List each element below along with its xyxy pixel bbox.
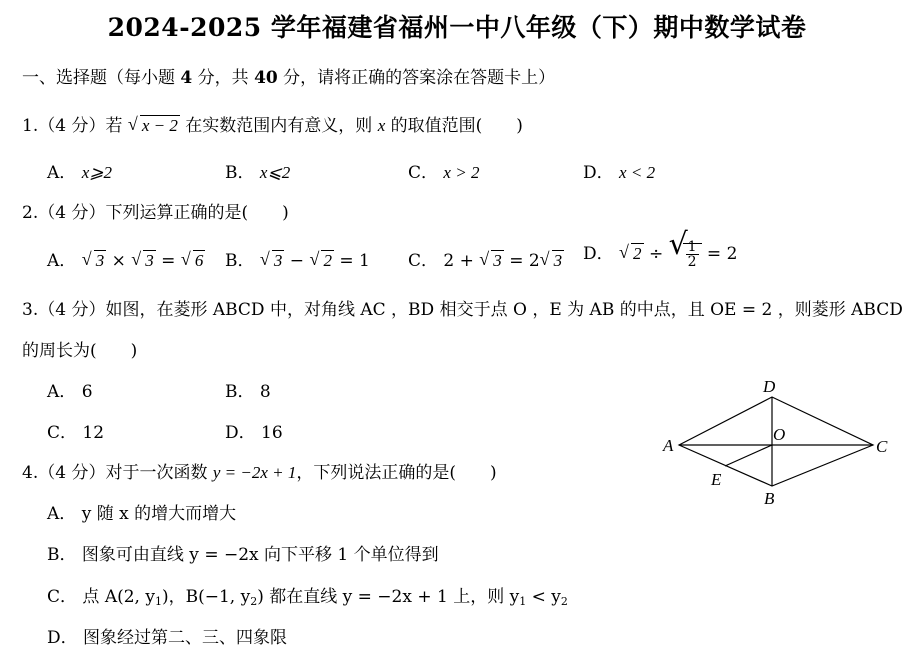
q2b-r2: 2: [323, 251, 332, 270]
q3-option-a-label: A．: [47, 382, 77, 402]
q2d-op: ÷: [643, 244, 669, 264]
q3-option-d-label: D．: [225, 423, 256, 443]
label-c: C: [876, 437, 888, 456]
q4-option-d[interactable]: [47, 627, 287, 649]
q4-option-c-label: C．: [47, 587, 78, 607]
q3-option-b[interactable]: [225, 381, 271, 403]
q4c-sub4: 2: [560, 595, 568, 608]
q2c-sqrt-2: √ 3: [539, 249, 563, 270]
q2a-sqrt-1: √ 3: [81, 249, 105, 270]
q4-suffix: ，下列说法正确的是( ): [296, 463, 497, 483]
question-4-stem: [22, 462, 497, 484]
q1-option-a[interactable]: [47, 162, 112, 184]
q4-option-d-text: 图象经过第二、三、四象限: [83, 628, 288, 648]
q2c-pre: 2 +: [443, 251, 480, 271]
q2-option-c-label: C．: [408, 251, 439, 271]
question-3-stem-line1: 3.（4 分）如图，在菱形 ABCD 中，对角线 AC ，BD 相交于点 O ，E 为 AB 的中点，且 OE = 2 ，则菱形 ABCD: [22, 300, 903, 320]
q4-option-b[interactable]: [47, 544, 439, 566]
q2a-sqrt-3: √ 6: [180, 249, 204, 270]
segment-oe: [725, 445, 772, 466]
q2b-sqrt-2: √ 2: [309, 249, 332, 270]
q1-suffix: 的取值范围( ): [390, 116, 523, 136]
q1-radicand: x − 2: [141, 116, 178, 135]
question-3-stem-line2: 的周长为( ): [22, 341, 138, 361]
q4-option-b-label: B．: [47, 545, 77, 565]
q1-sqrt: √ x − 2: [127, 114, 178, 135]
q2c-r2: 3: [553, 251, 563, 270]
q2c-sqrt-1: √ 3: [479, 249, 502, 270]
q3-option-c-label: C．: [47, 423, 78, 443]
q2d-num: 1: [687, 239, 697, 255]
section-heading-mid: 分，共: [192, 68, 255, 88]
q4-func: y = −2x + 1: [212, 463, 297, 482]
q4-option-d-label: D．: [47, 628, 78, 648]
q2-option-c[interactable]: [408, 250, 564, 272]
q4c-mid: )，B(−1, y: [161, 587, 251, 607]
q4c-pre: 点 A(2, y: [82, 587, 155, 607]
q1-option-c-text: x > 2: [443, 163, 480, 182]
q2a-op: ×: [106, 251, 132, 271]
q3-option-c[interactable]: [47, 422, 104, 444]
q4c-sub3: 1: [519, 595, 527, 608]
q2-option-d-label: D．: [583, 244, 614, 264]
q2d-sqrt-1: √ 2: [619, 242, 642, 263]
page-title: 2024-2025 学年福建省福州一中八年级（下）期中数学试卷: [107, 13, 807, 42]
q2d-sqrt-frac: √ $\frac{1}{2}$: [669, 240, 702, 269]
section-heading-score: 4: [180, 68, 193, 88]
q4-option-a-text: y 随 x 的增大而增大: [81, 504, 237, 524]
q1-option-b[interactable]: [225, 162, 290, 184]
label-a: A: [663, 436, 674, 455]
q3-option-a-text: 6: [81, 382, 93, 402]
label-e: E: [711, 470, 722, 489]
section-heading-total: 40: [254, 68, 278, 88]
q2d-den: 2: [687, 254, 697, 270]
q2c-r1: 3: [493, 251, 502, 270]
label-o: O: [773, 425, 786, 444]
question-1-stem: [22, 115, 523, 137]
section-heading-pre: 一、选择题（每小题: [22, 68, 181, 88]
q4-option-c[interactable]: [47, 586, 568, 613]
q1-option-d-text: x < 2: [619, 163, 656, 182]
q2b-r1: 3: [273, 251, 283, 270]
section-heading: [22, 67, 555, 89]
q4c-lt: < y: [526, 587, 561, 607]
label-b: B: [764, 489, 775, 508]
q2-option-b[interactable]: [225, 250, 370, 272]
q2a-eq: =: [155, 251, 181, 271]
q2b-op: −: [284, 251, 310, 271]
q4-prefix: 4.（4 分）对于一次函数: [22, 463, 213, 483]
q2d-r1: 2: [633, 244, 642, 263]
q1-option-d-label: D．: [583, 163, 614, 183]
q1-option-b-label: B．: [225, 163, 255, 183]
q1-option-a-label: A．: [47, 163, 77, 183]
q1-option-b-text: x⩽2: [259, 163, 291, 182]
q2-option-b-label: B．: [225, 251, 255, 271]
q4c-sub2: 2: [250, 595, 258, 608]
q2d-eq: = 2: [701, 244, 738, 264]
q4c-post: ) 都在直线 y = −2x + 1 上，则 y: [257, 587, 520, 607]
label-d: D: [763, 377, 776, 396]
q3-option-d-text: 16: [261, 423, 283, 443]
q3-option-a[interactable]: [47, 381, 93, 403]
q2a-r3: 6: [194, 251, 204, 270]
q1-var: x: [377, 116, 386, 135]
q2b-eq: = 1: [333, 251, 370, 271]
q4c-sub1: 1: [154, 595, 162, 608]
q1-option-d[interactable]: [583, 162, 655, 184]
q4-option-a[interactable]: [47, 503, 236, 525]
question-2-stem: 2.（4 分）下列运算正确的是( ): [22, 203, 289, 223]
q4-option-b-text: 图象可由直线 y = −2x 向下平移 1 个单位得到: [81, 545, 439, 565]
rhombus-figure: [655, 372, 895, 512]
q4-option-a-label: A．: [47, 504, 77, 524]
q2c-eq: = 2: [503, 251, 540, 271]
q3-option-b-label: B．: [225, 382, 255, 402]
q2a-sqrt-2: √ 3: [131, 249, 154, 270]
q2a-r2: 3: [145, 251, 154, 270]
q1-prefix: 1.（4 分）若: [22, 116, 123, 136]
q2b-sqrt-1: √ 3: [259, 249, 283, 270]
q1-option-a-text: x⩾2: [81, 163, 112, 182]
section-heading-post: 分，请将正确的答案涂在答题卡上）: [277, 68, 556, 88]
q3-option-d[interactable]: [225, 422, 283, 444]
q3-option-c-text: 12: [82, 423, 105, 443]
q1-option-c-label: C．: [408, 163, 439, 183]
q2-option-a[interactable]: [47, 250, 205, 272]
q2-option-d[interactable]: [583, 227, 738, 270]
q1-option-c[interactable]: [408, 162, 479, 184]
q2-option-a-label: A．: [47, 251, 77, 271]
q1-middle: 在实数范围内有意义，则: [185, 116, 373, 136]
q3-option-b-text: 8: [259, 382, 271, 402]
q2a-r1: 3: [95, 251, 105, 270]
